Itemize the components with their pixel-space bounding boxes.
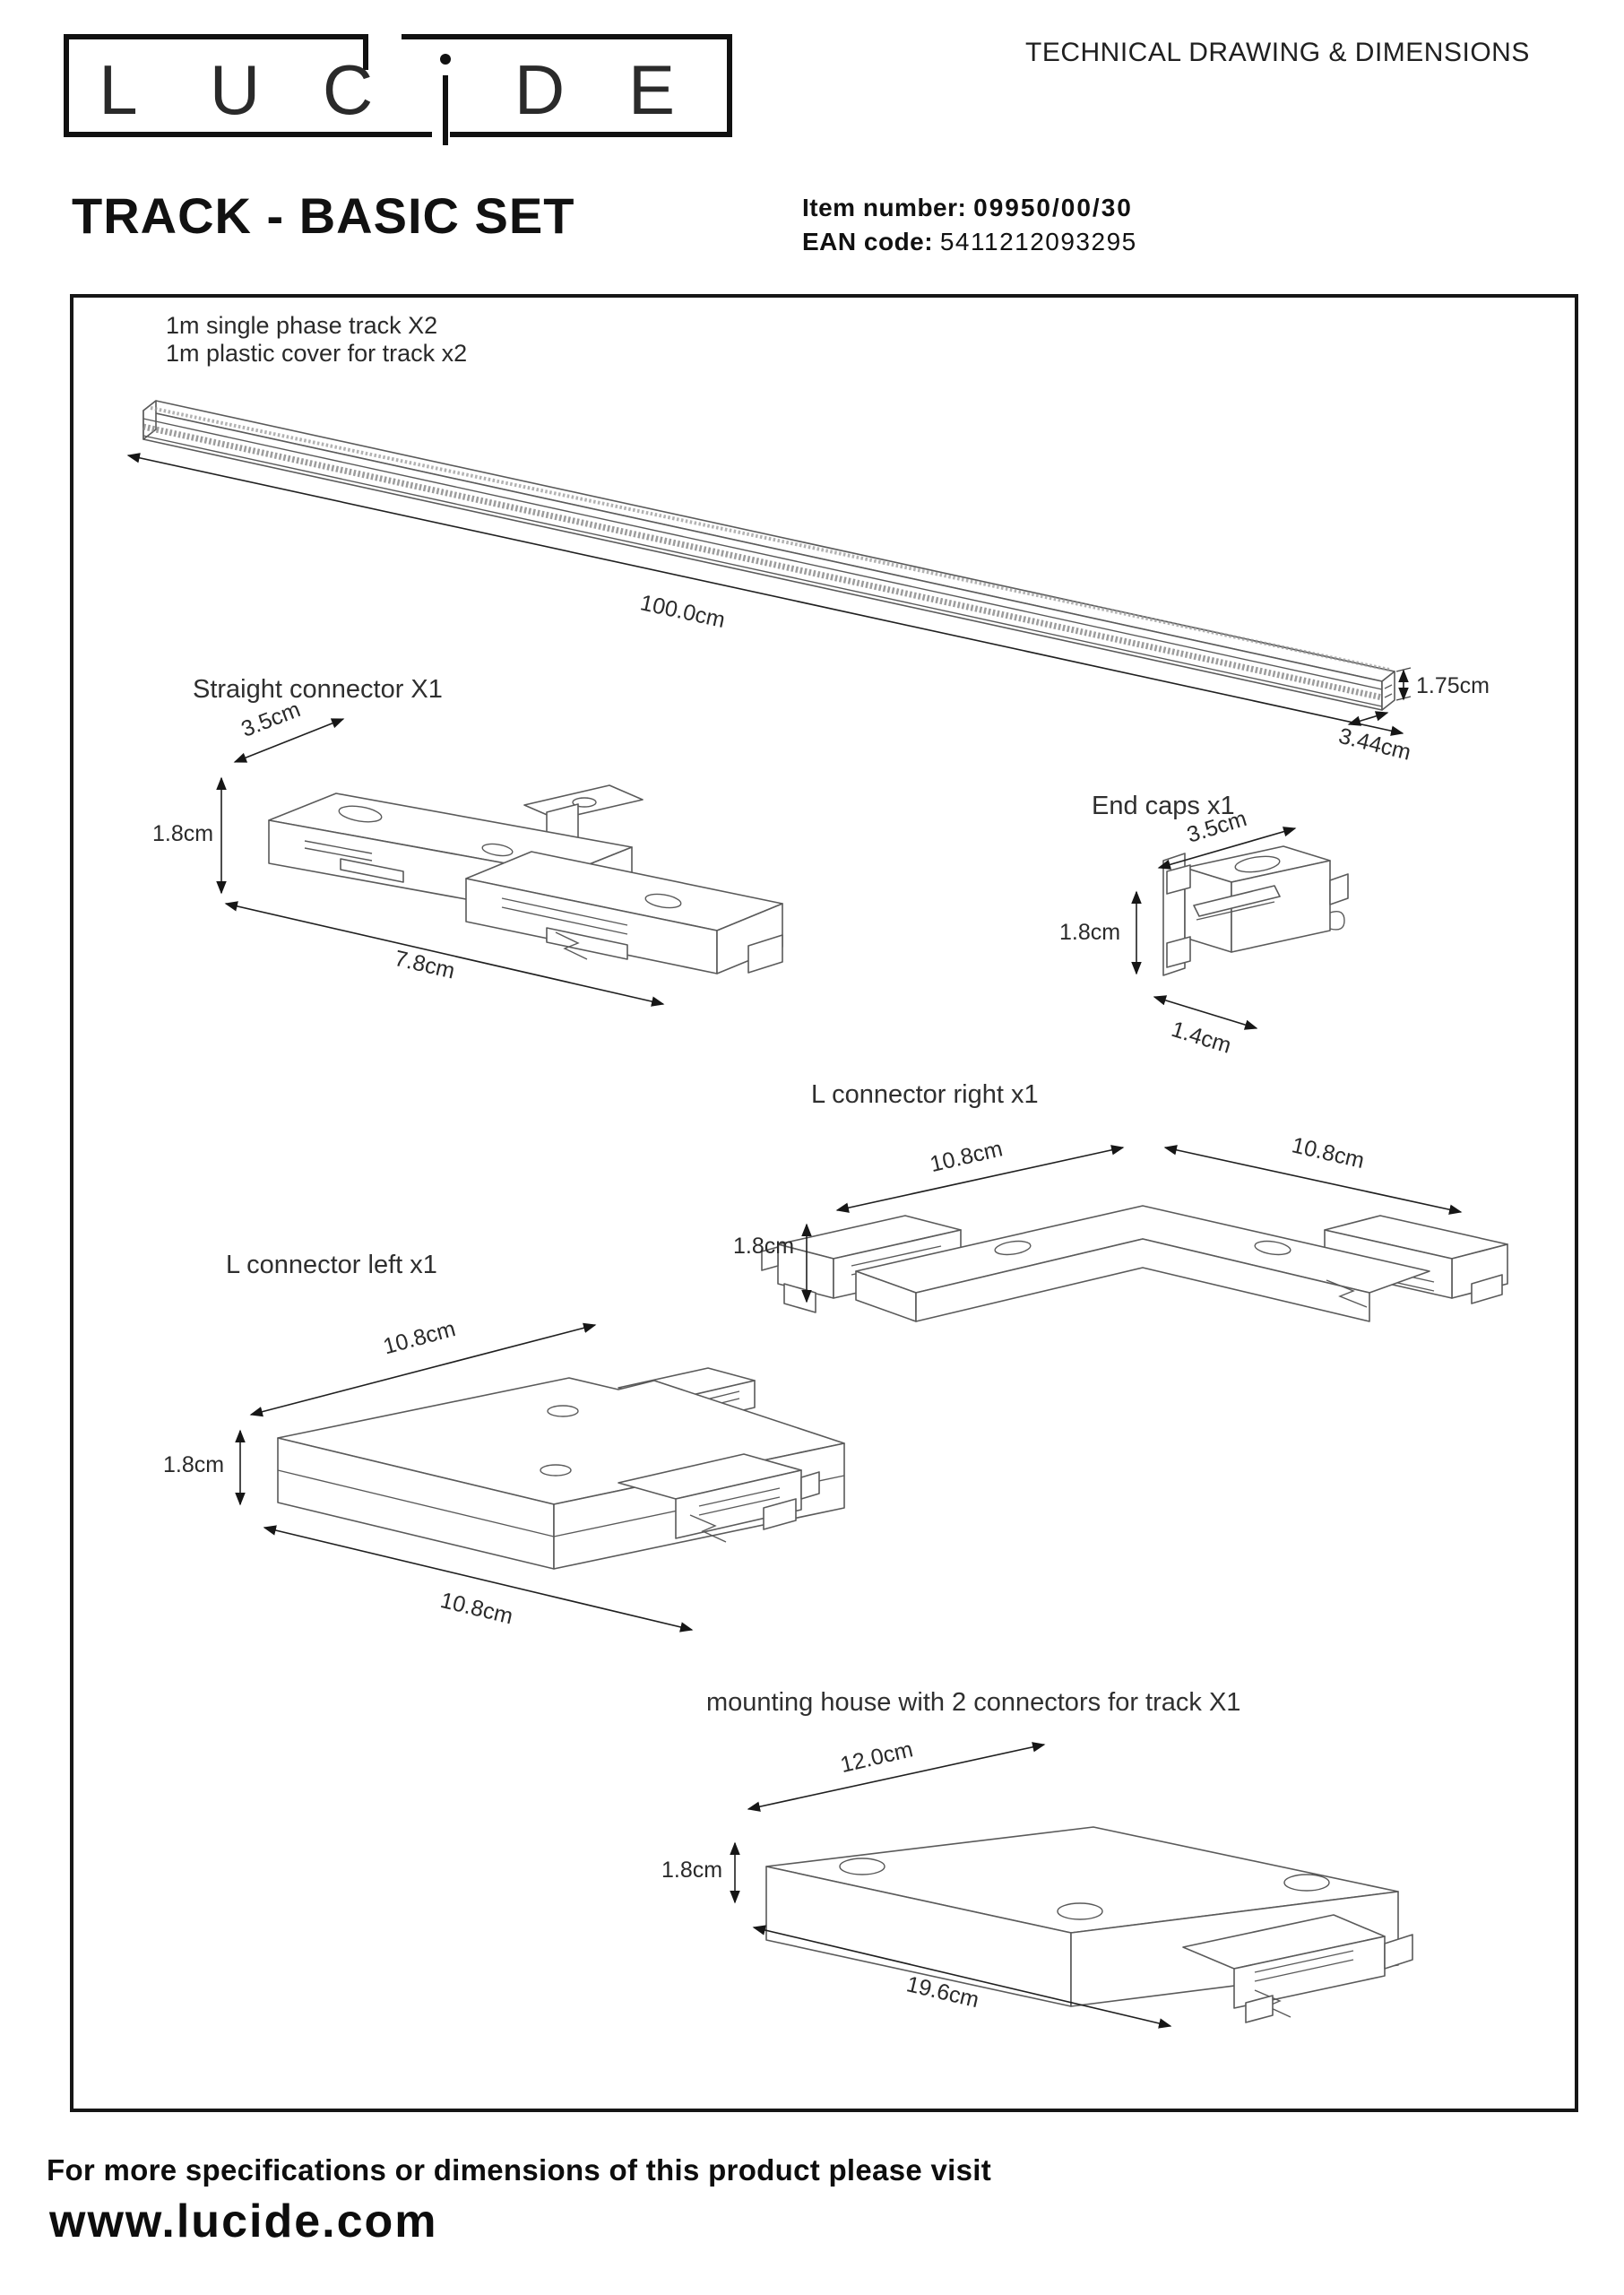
l-connector-left-height-dim: 1.8cm [163, 1452, 225, 1477]
logo-letter: U [209, 50, 261, 129]
straight-connector-width-dim: 3.5cm [238, 697, 304, 742]
mounting-house-bottom-dim: 19.6cm [903, 1971, 981, 2014]
l-connector-right-line-art [762, 1206, 1507, 1321]
logo-letter: C [322, 50, 374, 129]
track-label-line1: 1m single phase track X2 [166, 312, 438, 339]
straight-connector-length-dim: 7.8cm [392, 945, 458, 984]
straight-connector-height-dim: 1.8cm [152, 821, 214, 846]
ean-value: 5411212093295 [939, 228, 1137, 255]
item-number-value: 09950/00/30 [973, 194, 1133, 221]
straight-connector-title: Straight connector X1 [193, 675, 443, 704]
logo-letter: D [514, 50, 566, 129]
lucide-logo [63, 32, 735, 158]
logo-letter: L [99, 50, 138, 129]
track-height-dim: 1.75cm [1416, 673, 1490, 698]
mounting-house-title: mounting house with 2 connectors for track X1 [706, 1688, 1241, 1717]
mounting-house-line-art [766, 1827, 1412, 2022]
l-connector-right-left-dim: 10.8cm [928, 1136, 1006, 1178]
mounting-house-top-dim: 12.0cm [838, 1736, 916, 1779]
page-title: TRACK - BASIC SET [72, 187, 575, 244]
ean-row [802, 228, 1137, 256]
l-connector-left-line-art [278, 1368, 844, 1569]
footer-note: For more specifications or dimensions of this product please visit [47, 2153, 992, 2187]
item-number-row [802, 194, 1133, 222]
doc-type-heading: TECHNICAL DRAWING & DIMENSIONS [1025, 38, 1530, 67]
track-width-dim: 3.44cm [1335, 723, 1414, 766]
mounting-house-height-dim: 1.8cm [661, 1858, 723, 1883]
straight-connector-line-art [269, 785, 782, 974]
end-caps-line-art [1163, 846, 1348, 975]
l-connector-right-right-dim: 10.8cm [1289, 1132, 1367, 1174]
ean-label: EAN code: [802, 228, 934, 255]
l-connector-left-top-dim: 10.8cm [380, 1316, 459, 1360]
end-caps-title: End caps x1 [1092, 792, 1235, 820]
l-connector-right-diagram [699, 1067, 1533, 1425]
item-number-label: Item number: [802, 194, 967, 221]
logo-letter-i-glyph [440, 54, 451, 145]
end-caps-width-dim: 3.5cm [1184, 806, 1250, 848]
mounting-house-diagram [627, 1676, 1452, 2098]
logo-frame-right [402, 37, 730, 134]
logo-letter: E [627, 50, 676, 129]
l-connector-right-title: L connector right x1 [811, 1080, 1039, 1109]
l-connector-left-title: L connector left x1 [226, 1251, 437, 1279]
l-connector-right-height-dim: 1.8cm [733, 1234, 795, 1259]
end-caps-diagram [1040, 771, 1425, 1067]
track-length-dim: 100.0cm [637, 590, 728, 634]
l-connector-left-bottom-dim: 10.8cm [437, 1588, 515, 1630]
straight-connector-diagram [125, 663, 793, 1044]
end-caps-depth-dim: 1.4cm [1168, 1017, 1234, 1059]
footer-website-link[interactable]: www.lucide.com [49, 2195, 438, 2247]
l-connector-left-diagram [117, 1237, 807, 1676]
end-caps-height-dim: 1.8cm [1059, 920, 1121, 945]
track-label-line2: 1m plastic cover for track x2 [166, 340, 468, 367]
